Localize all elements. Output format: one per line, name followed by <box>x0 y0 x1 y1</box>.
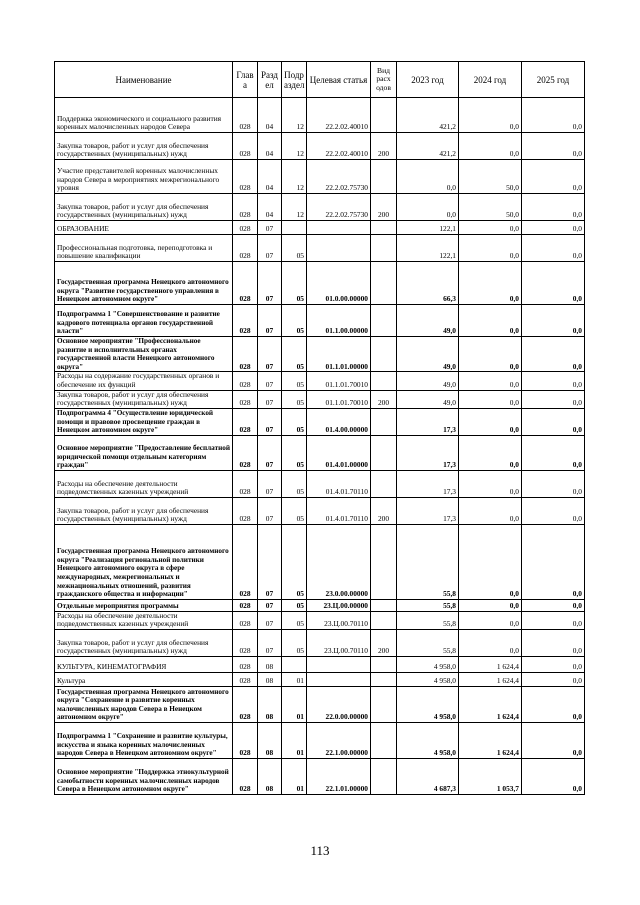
table-cell-podrazdel: 05 <box>282 408 307 435</box>
table-cell-2023: 55,8 <box>397 599 459 611</box>
table-row <box>55 629 585 656</box>
table-cell-podrazdel: 05 <box>282 337 307 372</box>
table-cell-2025: 0,0 <box>522 599 585 611</box>
table-cell-2025: 0,0 <box>522 221 585 235</box>
table-cell-podrazdel: 12 <box>282 160 307 194</box>
table-row <box>55 372 585 390</box>
table-cell-name: Закупка товаров, работ и услуг для обеспечения государственных (муниципальных) нужд <box>55 390 233 408</box>
table-cell-2024: 0,0 <box>459 611 522 629</box>
table-cell-2024: 0,0 <box>459 435 522 470</box>
table-cell-name: Профессиональная подготовка, переподготовка и повышение квалификации <box>55 235 233 262</box>
table-cell-2024: 0,0 <box>459 390 522 408</box>
table-cell-name: Основное мероприятие "Поддержка этнокультурной самобытности коренных малочисленных народов Севера в Ненецком автономном округе" <box>55 758 233 794</box>
table-cell-razdel: 07 <box>258 221 282 235</box>
table-cell-vid <box>371 372 397 390</box>
table-row <box>55 305 585 337</box>
table-cell-podrazdel <box>282 656 307 672</box>
table-cell-name: Участие представителей коренных малочисленных народов Севера в мероприятиях межрегионального уровня <box>55 160 233 194</box>
table-cell-podrazdel: 01 <box>282 672 307 686</box>
table-cell-2025: 0,0 <box>522 390 585 408</box>
table-cell-2024: 0,0 <box>459 133 522 160</box>
table-cell-2024: 50,0 <box>459 160 522 194</box>
table-cell-name: Расходы на обеспечение деятельности подведомственных казенных учреждений <box>55 470 233 497</box>
table-cell-2023: 0,0 <box>397 160 459 194</box>
table-cell-razdel: 04 <box>258 98 282 133</box>
table-cell-2023: 66,3 <box>397 262 459 305</box>
table-cell-target: 01.0.00.00000 <box>307 262 371 305</box>
table-cell-razdel: 08 <box>258 758 282 794</box>
table-cell-vid <box>371 235 397 262</box>
table-cell-podrazdel: 05 <box>282 235 307 262</box>
table-cell-razdel: 07 <box>258 408 282 435</box>
table-cell-razdel: 07 <box>258 372 282 390</box>
table-cell-target: 01.1.01.70010 <box>307 390 371 408</box>
table-cell-glava: 028 <box>233 337 258 372</box>
table-cell-name: Основное мероприятие "Предоставление бесплатной юридической помощи отдельным категориям граждан" <box>55 435 233 470</box>
header-razdel: Разд ел <box>258 62 282 98</box>
table-cell-vid <box>371 470 397 497</box>
table-row <box>55 656 585 672</box>
table-cell-2025: 0,0 <box>522 98 585 133</box>
table-cell-target: 22.2.02.75730 <box>307 160 371 194</box>
table-cell-razdel: 04 <box>258 133 282 160</box>
table-cell-glava: 028 <box>233 611 258 629</box>
table-cell-razdel: 07 <box>258 611 282 629</box>
table-cell-target <box>307 656 371 672</box>
table-cell-2024: 1 053,7 <box>459 758 522 794</box>
table-cell-2023: 55,8 <box>397 629 459 656</box>
table-cell-name: Закупка товаров, работ и услуг для обеспечения государственных (муниципальных) нужд <box>55 497 233 524</box>
table-cell-2024: 0,0 <box>459 408 522 435</box>
table-cell-target: 22.2.02.40010 <box>307 133 371 160</box>
table-cell-razdel: 07 <box>258 435 282 470</box>
table-cell-glava: 028 <box>233 758 258 794</box>
table-cell-2024: 0,0 <box>459 524 522 599</box>
table-cell-vid <box>371 686 397 722</box>
table-cell-vid <box>371 262 397 305</box>
table-cell-razdel: 08 <box>258 686 282 722</box>
table-row <box>55 722 585 758</box>
table-cell-target: 01.1.01.00000 <box>307 337 371 372</box>
table-cell-target: 01.1.01.70010 <box>307 372 371 390</box>
table-cell-2023: 122,1 <box>397 221 459 235</box>
budget-table <box>54 61 585 795</box>
table-cell-2024: 0,0 <box>459 98 522 133</box>
table-cell-2024: 0,0 <box>459 262 522 305</box>
table-cell-2024: 0,0 <box>459 497 522 524</box>
table-cell-2024: 0,0 <box>459 221 522 235</box>
header-name: Наименование <box>55 62 233 98</box>
table-cell-vid <box>371 672 397 686</box>
table-cell-target: 01.4.01.00000 <box>307 435 371 470</box>
table-cell-2023: 4 687,3 <box>397 758 459 794</box>
table-row <box>55 337 585 372</box>
table-cell-2023: 49,0 <box>397 337 459 372</box>
table-cell-podrazdel: 05 <box>282 524 307 599</box>
table-cell-2023: 49,0 <box>397 305 459 337</box>
table-cell-2023: 421,2 <box>397 133 459 160</box>
table-cell-2024: 1 624,4 <box>459 722 522 758</box>
table-cell-glava: 028 <box>233 524 258 599</box>
table-cell-target: 22.2.02.40010 <box>307 98 371 133</box>
table-cell-2024: 0,0 <box>459 470 522 497</box>
table-cell-vid: 200 <box>371 629 397 656</box>
table-cell-2025: 0,0 <box>522 435 585 470</box>
table-cell-podrazdel: 05 <box>282 305 307 337</box>
table-row <box>55 160 585 194</box>
table-cell-podrazdel: 05 <box>282 611 307 629</box>
table-cell-2023: 4 958,0 <box>397 656 459 672</box>
table-cell-2025: 0,0 <box>522 524 585 599</box>
table-cell-podrazdel: 05 <box>282 470 307 497</box>
table-row <box>55 221 585 235</box>
table-row <box>55 435 585 470</box>
table-cell-target: 01.4.01.70110 <box>307 470 371 497</box>
table-cell-2025: 0,0 <box>522 758 585 794</box>
table-cell-name: ОБРАЗОВАНИЕ <box>55 221 233 235</box>
table-row <box>55 758 585 794</box>
page-number: 113 <box>310 843 330 858</box>
header-2025: 2025 год <box>522 62 585 98</box>
table-row <box>55 194 585 221</box>
table-cell-glava: 028 <box>233 470 258 497</box>
table-cell-razdel: 07 <box>258 497 282 524</box>
table-cell-2023: 55,8 <box>397 611 459 629</box>
table-cell-2025: 0,0 <box>522 337 585 372</box>
table-cell-podrazdel: 12 <box>282 98 307 133</box>
table-cell-podrazdel: 05 <box>282 599 307 611</box>
table-cell-glava: 028 <box>233 722 258 758</box>
table-cell-2023: 49,0 <box>397 390 459 408</box>
table-cell-target: 22.1.00.00000 <box>307 722 371 758</box>
table-cell-vid <box>371 599 397 611</box>
table-cell-glava: 028 <box>233 305 258 337</box>
table-cell-2025: 0,0 <box>522 611 585 629</box>
table-row <box>55 408 585 435</box>
table-cell-vid <box>371 160 397 194</box>
table-cell-2024: 1 624,4 <box>459 656 522 672</box>
table-cell-2023: 17,3 <box>397 435 459 470</box>
table-cell-razdel: 08 <box>258 672 282 686</box>
table-cell-target: 23.Ц.00.70110 <box>307 629 371 656</box>
table-cell-glava: 028 <box>233 686 258 722</box>
table-cell-2023: 17,3 <box>397 497 459 524</box>
table-cell-podrazdel: 05 <box>282 629 307 656</box>
table-row <box>55 497 585 524</box>
table-cell-2024: 0,0 <box>459 629 522 656</box>
table-cell-2023: 17,3 <box>397 470 459 497</box>
table-cell-vid: 200 <box>371 497 397 524</box>
table-cell-glava: 028 <box>233 98 258 133</box>
table-row <box>55 599 585 611</box>
table-body <box>55 98 585 795</box>
table-cell-name: Поддержка экономического и социального развития коренных малочисленных народов Севера <box>55 98 233 133</box>
table-cell-target: 23.Ц.00.70110 <box>307 611 371 629</box>
table-cell-vid: 200 <box>371 194 397 221</box>
table-row <box>55 672 585 686</box>
table-cell-name: КУЛЬТУРА, КИНЕМАТОГРАФИЯ <box>55 656 233 672</box>
table-cell-vid <box>371 408 397 435</box>
table-cell-2024: 50,0 <box>459 194 522 221</box>
table-cell-podrazdel: 05 <box>282 390 307 408</box>
table-cell-name: Основное мероприятие "Профессиональное развитие и исполнительных органах государственной власти Ненецкого автономного округа" <box>55 337 233 372</box>
table-cell-podrazdel: 05 <box>282 497 307 524</box>
table-cell-vid: 200 <box>371 390 397 408</box>
table-cell-glava: 028 <box>233 435 258 470</box>
table-cell-razdel: 07 <box>258 629 282 656</box>
table-cell-target: 01.1.00.00000 <box>307 305 371 337</box>
table-cell-razdel: 08 <box>258 656 282 672</box>
table-cell-glava: 028 <box>233 235 258 262</box>
table-cell-name: Подпрограмма 1 "Сохранение и развитие культуры, искусства и языка коренных малочисленных народов Севера в Ненецком автономном округе" <box>55 722 233 758</box>
table-cell-razdel: 07 <box>258 305 282 337</box>
table-cell-podrazdel: 01 <box>282 758 307 794</box>
table-cell-glava: 028 <box>233 262 258 305</box>
table-cell-podrazdel: 01 <box>282 686 307 722</box>
table-cell-podrazdel: 01 <box>282 722 307 758</box>
table-cell-glava: 028 <box>233 221 258 235</box>
table-cell-name: Подпрограмма 4 "Осуществление юридической помощи и правовое просвещение граждан в Ненецком автономном округе" <box>55 408 233 435</box>
table-cell-glava: 028 <box>233 160 258 194</box>
table-cell-vid <box>371 611 397 629</box>
table-cell-vid <box>371 221 397 235</box>
table-cell-glava: 028 <box>233 408 258 435</box>
table-cell-target: 22.2.02.75730 <box>307 194 371 221</box>
table-cell-2023: 17,3 <box>397 408 459 435</box>
table-cell-2024: 0,0 <box>459 235 522 262</box>
table-cell-name: Закупка товаров, работ и услуг для обеспечения государственных (муниципальных) нужд <box>55 194 233 221</box>
table-cell-razdel: 07 <box>258 599 282 611</box>
table-cell-target <box>307 221 371 235</box>
table-cell-name: Культура <box>55 672 233 686</box>
header-glava: Глав а <box>233 62 258 98</box>
header-2023: 2023 год <box>397 62 459 98</box>
table-row <box>55 98 585 133</box>
table-cell-target <box>307 235 371 262</box>
table-header-row <box>55 62 585 98</box>
table-cell-glava: 028 <box>233 133 258 160</box>
table-cell-name: Государственная программа Ненецкого автономного округа "Реализация региональной политики Ненецкого автономного округа в сфере международных, межрегиональных и межнациональных отношений, развития гражданского общества и информации" <box>55 524 233 599</box>
table-cell-target <box>307 672 371 686</box>
table-cell-razdel: 07 <box>258 235 282 262</box>
table-cell-podrazdel: 05 <box>282 372 307 390</box>
table-cell-target: 23.0.00.00000 <box>307 524 371 599</box>
table-cell-razdel: 07 <box>258 524 282 599</box>
table-cell-2025: 0,0 <box>522 656 585 672</box>
table-cell-2025: 0,0 <box>522 629 585 656</box>
table-cell-2025: 0,0 <box>522 408 585 435</box>
table-cell-2025: 0,0 <box>522 686 585 722</box>
table-cell-target: 01.4.01.70110 <box>307 497 371 524</box>
table-cell-glava: 028 <box>233 194 258 221</box>
table-cell-target: 22.0.00.00000 <box>307 686 371 722</box>
table-cell-vid <box>371 758 397 794</box>
table-row <box>55 470 585 497</box>
table-cell-vid <box>371 337 397 372</box>
table-cell-razdel: 07 <box>258 470 282 497</box>
header-podrazdel: Подр аздел <box>282 62 307 98</box>
table-row <box>55 133 585 160</box>
table-cell-razdel: 07 <box>258 262 282 305</box>
table-cell-name: Закупка товаров, работ и услуг для обеспечения государственных (муниципальных) нужд <box>55 133 233 160</box>
header-target: Целевая статья <box>307 62 371 98</box>
table-row <box>55 686 585 722</box>
table-cell-vid: 200 <box>371 133 397 160</box>
table-cell-2024: 1 624,4 <box>459 686 522 722</box>
table-cell-target: 22.1.01.00000 <box>307 758 371 794</box>
table-row <box>55 611 585 629</box>
table-cell-2023: 4 958,0 <box>397 722 459 758</box>
table-cell-2023: 122,1 <box>397 235 459 262</box>
table-cell-2023: 55,8 <box>397 524 459 599</box>
header-vid: Вид расх одов <box>371 62 397 98</box>
table-cell-2025: 0,0 <box>522 305 585 337</box>
table-cell-2025: 0,0 <box>522 672 585 686</box>
table-cell-2025: 0,0 <box>522 470 585 497</box>
table-cell-2023: 421,2 <box>397 98 459 133</box>
table-cell-glava: 028 <box>233 672 258 686</box>
table-cell-2024: 0,0 <box>459 305 522 337</box>
table-cell-vid <box>371 435 397 470</box>
table-cell-target: 23.Ц.00.00000 <box>307 599 371 611</box>
table-cell-name: Государственная программа Ненецкого автономного округа "Сохранение и развитие коренных малочисленных народов Севера в Ненецком автономном округе" <box>55 686 233 722</box>
table-cell-glava: 028 <box>233 390 258 408</box>
table-cell-name: Государственная программа Ненецкого автономного округа "Развитие государственного управления в Ненецком автономном округе" <box>55 262 233 305</box>
table-cell-2024: 0,0 <box>459 337 522 372</box>
table-cell-2023: 4 958,0 <box>397 672 459 686</box>
table-cell-vid <box>371 524 397 599</box>
table-cell-2023: 4 958,0 <box>397 686 459 722</box>
table-cell-2025: 0,0 <box>522 372 585 390</box>
table-cell-vid <box>371 656 397 672</box>
table-cell-name: Расходы на обеспечение деятельности подведомственных казенных учреждений <box>55 611 233 629</box>
table-cell-razdel: 04 <box>258 160 282 194</box>
table-cell-glava: 028 <box>233 372 258 390</box>
table-row <box>55 262 585 305</box>
table-cell-razdel: 08 <box>258 722 282 758</box>
table-cell-2025: 0,0 <box>522 194 585 221</box>
table-cell-2025: 0,0 <box>522 262 585 305</box>
table-cell-2025: 0,0 <box>522 497 585 524</box>
table-cell-2024: 0,0 <box>459 599 522 611</box>
table-cell-name: Подпрограмма 1 "Совершенствование и развитие кадрового потенциала органов государственной власти" <box>55 305 233 337</box>
table-cell-vid <box>371 98 397 133</box>
table-row <box>55 524 585 599</box>
table-cell-podrazdel: 05 <box>282 262 307 305</box>
table-cell-razdel: 07 <box>258 390 282 408</box>
table-cell-podrazdel <box>282 221 307 235</box>
table-cell-2025: 0,0 <box>522 722 585 758</box>
table-row <box>55 390 585 408</box>
table-cell-vid <box>371 722 397 758</box>
table-cell-2024: 1 624,4 <box>459 672 522 686</box>
table-cell-2025: 0,0 <box>522 133 585 160</box>
table-cell-podrazdel: 05 <box>282 435 307 470</box>
table-cell-glava: 028 <box>233 629 258 656</box>
table-cell-2023: 49,0 <box>397 372 459 390</box>
table-cell-glava: 028 <box>233 497 258 524</box>
table-cell-name: Закупка товаров, работ и услуг для обеспечения государственных (муниципальных) нужд <box>55 629 233 656</box>
table-cell-podrazdel: 12 <box>282 133 307 160</box>
table-cell-name: Отдельные мероприятия программы <box>55 599 233 611</box>
table-cell-2025: 0,0 <box>522 160 585 194</box>
header-2024: 2024 год <box>459 62 522 98</box>
table-cell-podrazdel: 12 <box>282 194 307 221</box>
table-cell-target: 01.4.00.00000 <box>307 408 371 435</box>
table-cell-vid <box>371 305 397 337</box>
table-cell-razdel: 07 <box>258 337 282 372</box>
table-cell-glava: 028 <box>233 656 258 672</box>
table-cell-razdel: 04 <box>258 194 282 221</box>
table-cell-name: Расходы на содержание государственных органов и обеспечение их функций <box>55 372 233 390</box>
table-cell-2025: 0,0 <box>522 235 585 262</box>
table-cell-2024: 0,0 <box>459 372 522 390</box>
table-row <box>55 235 585 262</box>
table-cell-glava: 028 <box>233 599 258 611</box>
table-cell-2023: 0,0 <box>397 194 459 221</box>
